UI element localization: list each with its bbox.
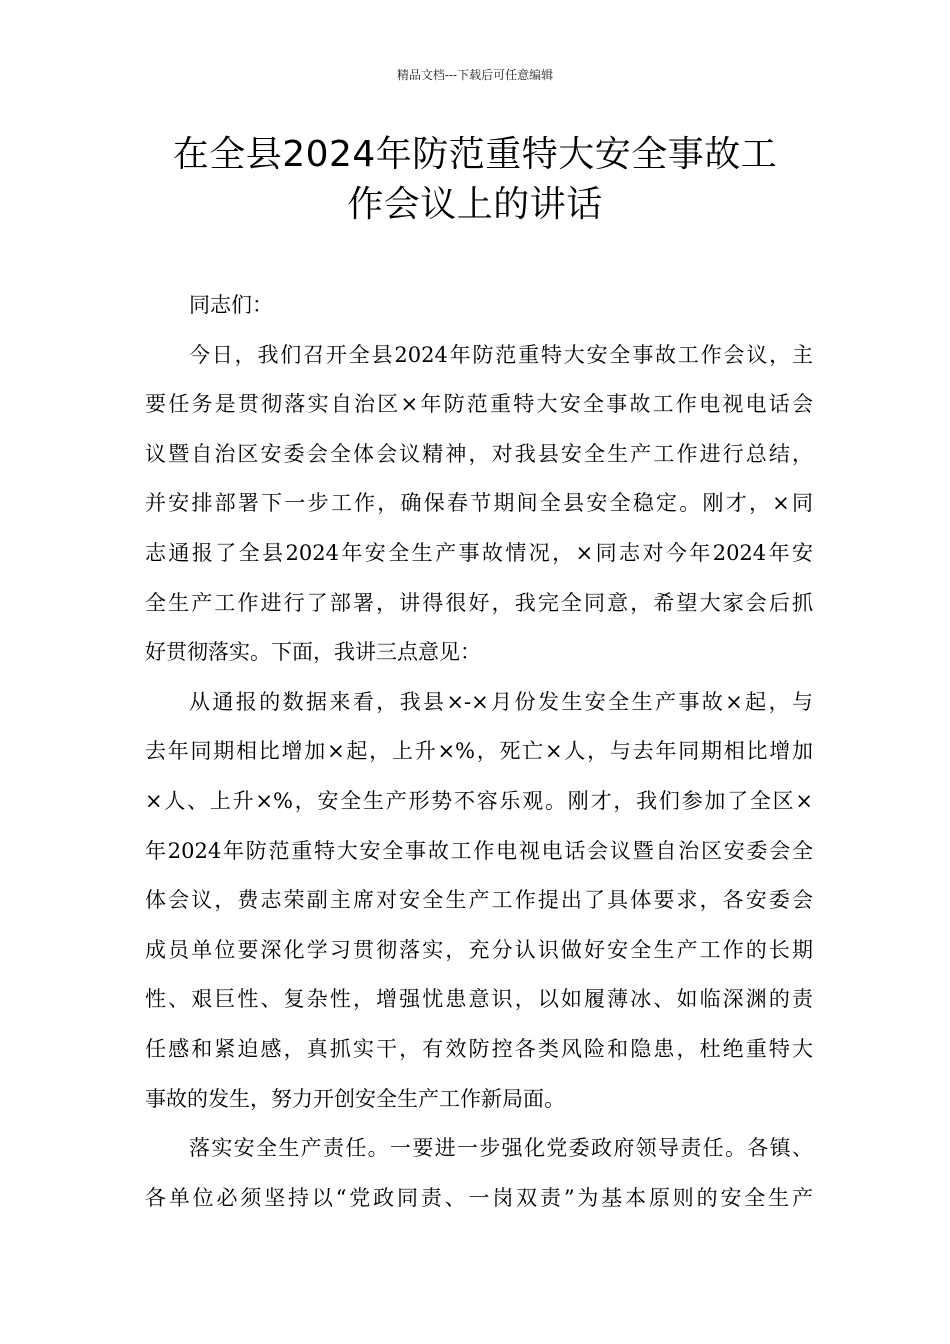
paragraph-3: [145, 1124, 813, 1223]
header-note: 精品文档---下载后可任意编辑: [396, 68, 554, 82]
paragraph-2: [145, 678, 813, 1124]
text-line: 事故的发生，努力开创安全生产工作新局面。: [145, 1086, 565, 1111]
text-line: 议暨自治区安委会全体会议精神，对我县安全生产工作进行总结，: [145, 441, 813, 466]
title-line: 在全县2024年防范重特大安全事故工: [172, 134, 778, 175]
document-body: [145, 281, 813, 1223]
paragraph-1: [145, 331, 813, 678]
text-line: 任感和紧迫感，真抓实干，有效防控各类风险和隐患，杜绝重特大: [145, 1036, 813, 1061]
text-line: 各单位必须坚持以“党政同责、一岗双责”为基本原则的安全生产: [145, 1185, 813, 1210]
text-line: 志通报了全县2024年安全生产事故情况，×同志对今年2024年安: [145, 540, 813, 565]
text-line: ×人、上升×%，安全生产形势不容乐观。刚才，我们参加了全区×: [145, 788, 813, 813]
text-line: 体会议，费志荣副主席对安全生产工作提出了具体要求，各安委会: [145, 888, 813, 913]
text-line: 并安排部署下一步工作，确保春节期间全县安全稳定。刚才，×同: [145, 491, 813, 516]
text-line: 从通报的数据来看，我县×-×月份发生安全生产事故×起，与: [189, 689, 813, 714]
text-line: 今日，我们召开全县2024年防范重特大安全事故工作会议，主: [189, 342, 813, 367]
text-line: 成员单位要深化学习贯彻落实，充分认识做好安全生产工作的长期: [145, 937, 813, 962]
text-line: 要任务是贯彻落实自治区×年防范重特大安全事故工作电视电话会: [145, 392, 813, 417]
text-line: 年2024年防范重特大安全事故工作电视电话会议暨自治区安委会全: [145, 838, 813, 863]
title-line: 作会议上的讲话: [347, 184, 603, 225]
text-line: 全生产工作进行了部署，讲得很好，我完全同意，希望大家会后抓: [145, 590, 813, 615]
text-line: 落实安全生产责任。一要进一步强化党委政府领导责任。各镇、: [189, 1136, 813, 1161]
text-line: 去年同期相比增加×起，上升×%，死亡×人，与去年同期相比增加: [145, 739, 813, 764]
document-title: [120, 130, 830, 230]
text-line: 性、艰巨性、复杂性，增强忧患意识，以如履薄冰、如临深渊的责: [145, 987, 813, 1012]
salutation: 同志们：: [189, 293, 273, 317]
text-line: 好贯彻落实。下面，我讲三点意见：: [145, 640, 481, 665]
